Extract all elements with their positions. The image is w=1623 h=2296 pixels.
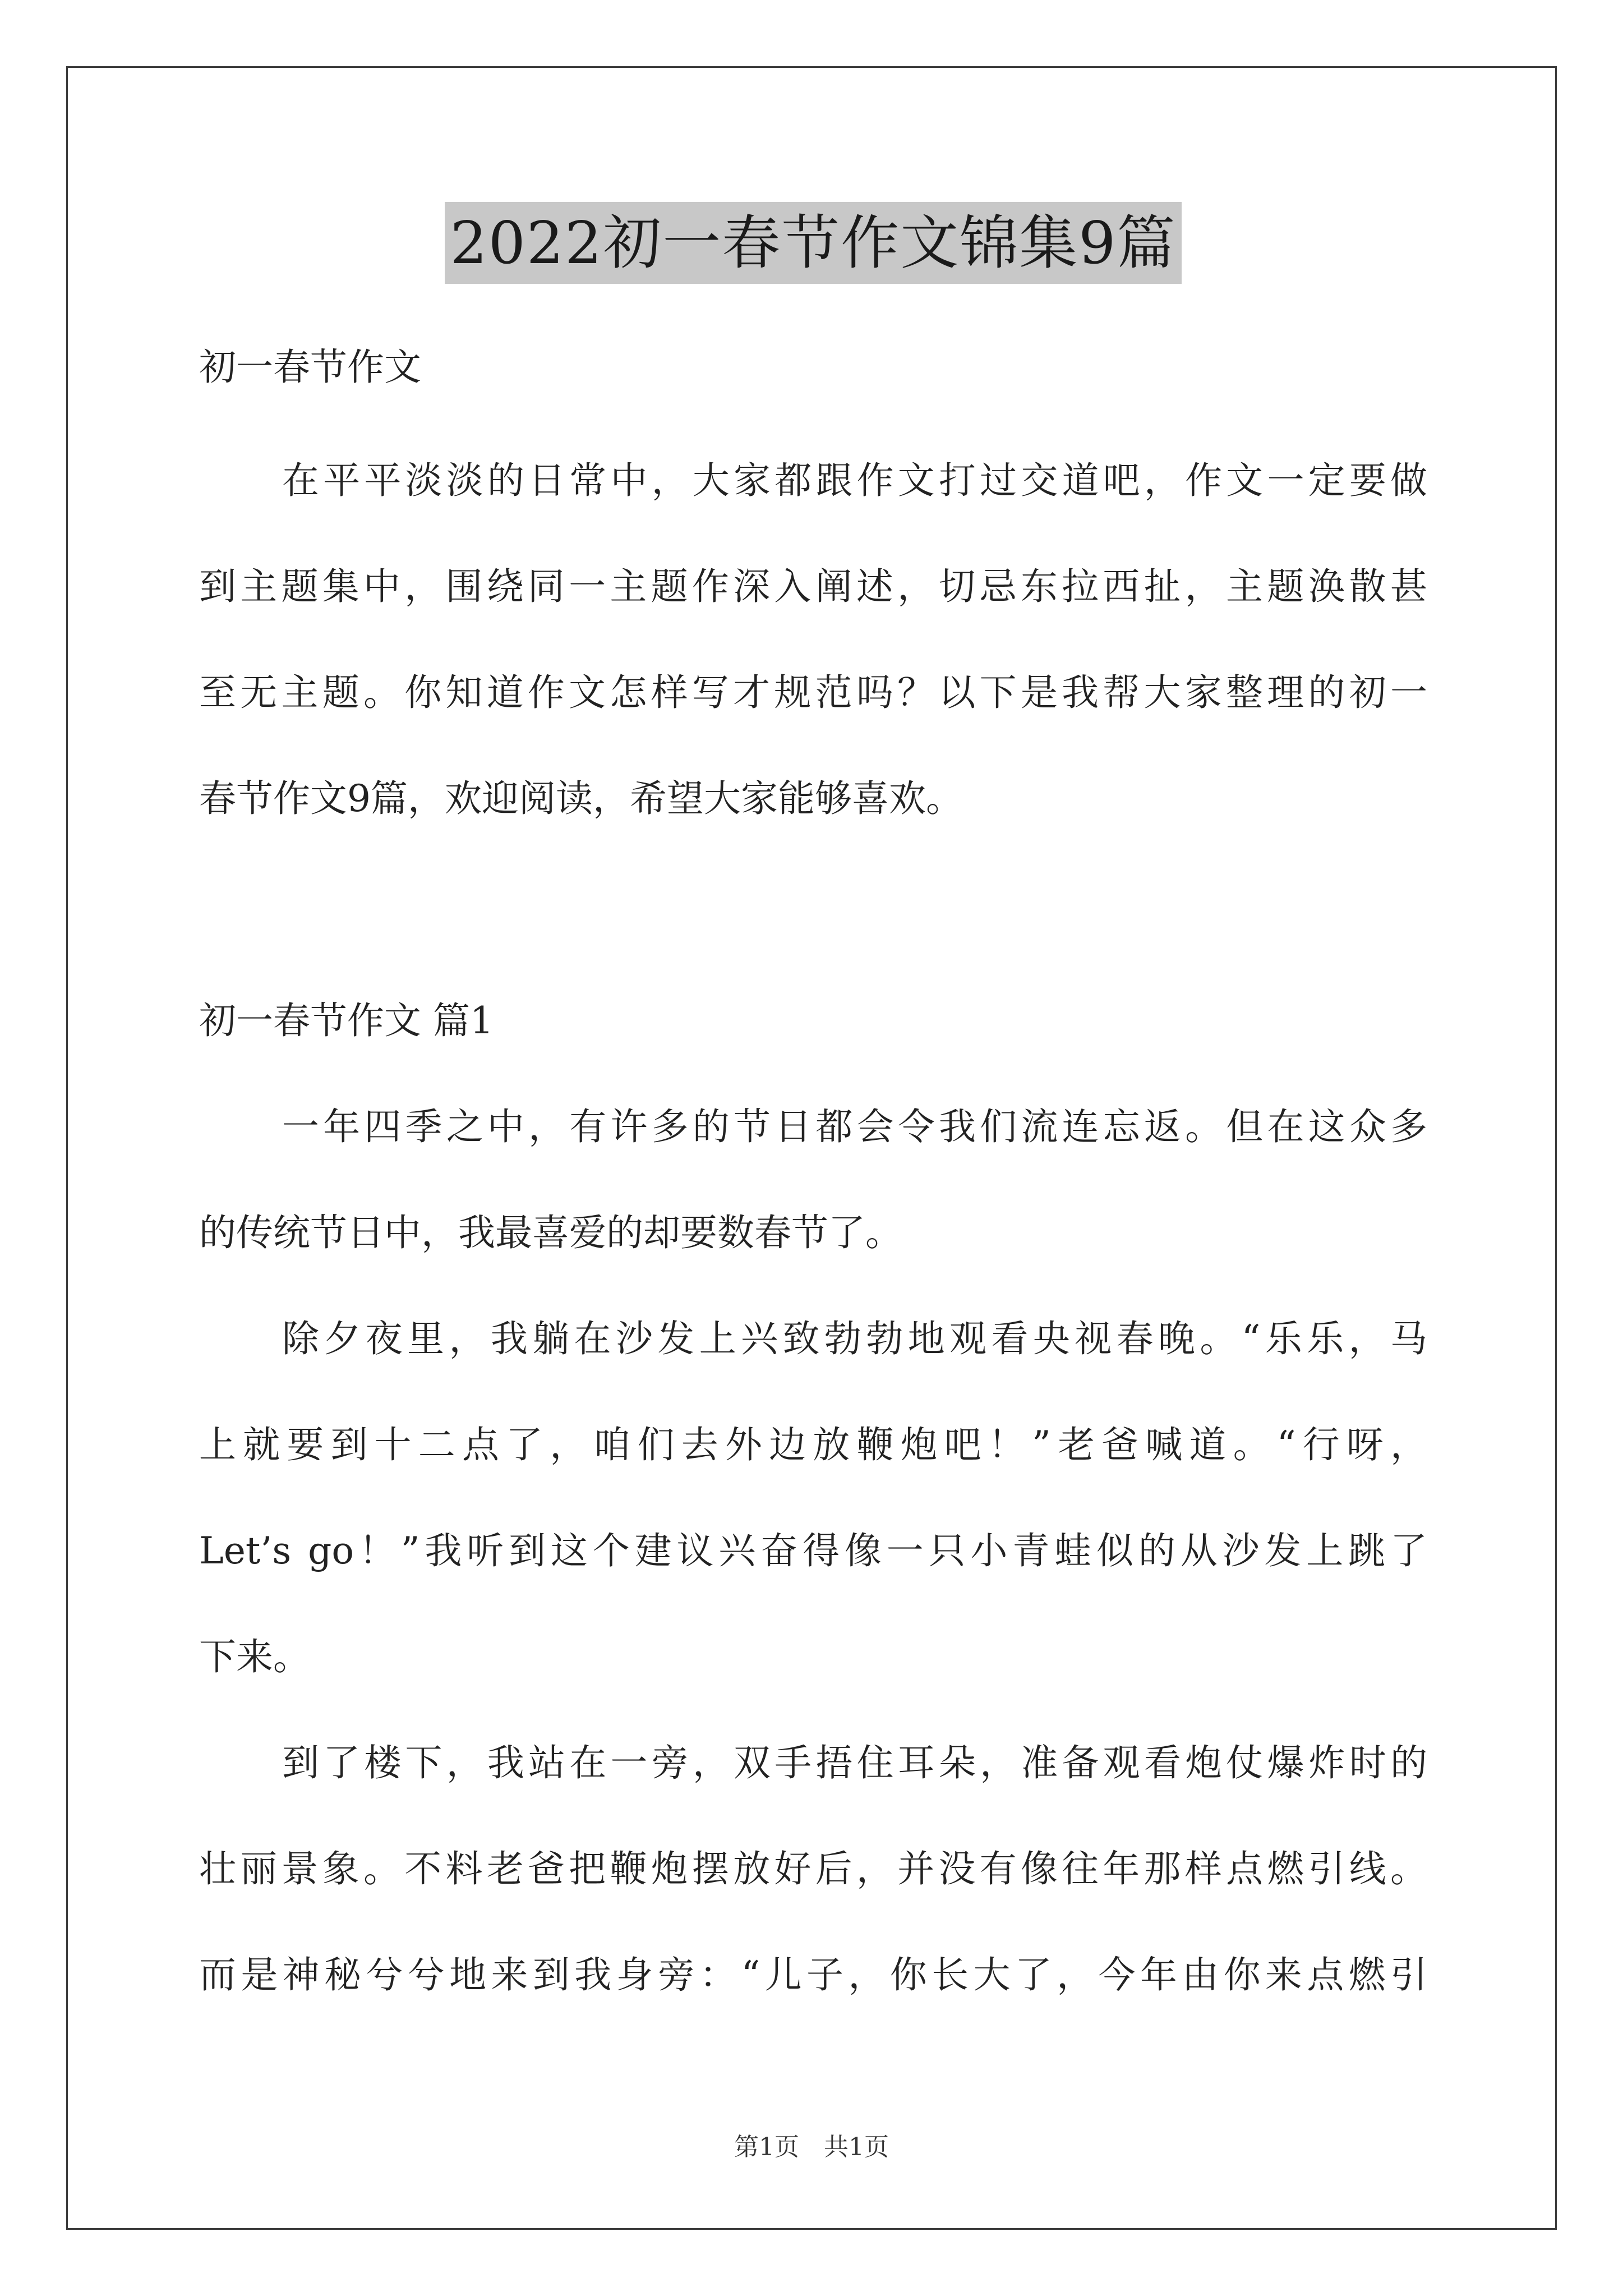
paragraph-line: 壮丽景象。不料老爸把鞭炮摆放好后，并没有像往年那样点燃引线。 xyxy=(199,1847,1427,1890)
intro-line: 在平平淡淡的日常中，大家都跟作文打过交道吧，作文一定要做 xyxy=(282,459,1427,502)
intro-heading: 初一春节作文 xyxy=(199,346,421,389)
paragraph-line: 的传统节日中，我最喜爱的却要数春节了。 xyxy=(199,1211,902,1254)
document-title: 2022初一春节作文锦集9篇 xyxy=(445,202,1182,284)
paragraph-line: 一年四季之中，有许多的节日都会令我们流连忘返。但在这众多 xyxy=(282,1105,1427,1148)
page-footer: 第1页 共1页 xyxy=(734,2133,889,2161)
paragraph-line: 到了楼下，我站在一旁，双手捂住耳朵，准备观看炮仗爆炸时的 xyxy=(282,1741,1427,1784)
paragraph-line: Let’s go！”我听到这个建议兴奋得像一只小青蛙似的从沙发上跳了 xyxy=(199,1529,1427,1572)
paragraph-line: 而是神秘兮兮地来到我身旁：“儿子，你长大了，今年由你来点燃引 xyxy=(199,1953,1427,1996)
title-wrap xyxy=(199,202,1427,284)
intro-line: 春节作文9篇，欢迎阅读，希望大家能够喜欢。 xyxy=(199,777,963,820)
intro-line: 到主题集中，围绕同一主题作深入阐述，切忌东拉西扯，主题涣散甚 xyxy=(199,565,1427,608)
paragraph-line: 除夕夜里，我躺在沙发上兴致勃勃地观看央视春晚。“乐乐，马 xyxy=(282,1317,1427,1360)
section-heading: 初一春节作文 篇1 xyxy=(199,999,494,1042)
paragraph-line: 下来。 xyxy=(199,1635,310,1678)
paragraph-line: 上就要到十二点了，咱们去外边放鞭炮吧！”老爸喊道。“行呀， xyxy=(199,1423,1427,1466)
intro-line: 至无主题。你知道作文怎样写才规范吗？以下是我帮大家整理的初一 xyxy=(199,671,1427,714)
